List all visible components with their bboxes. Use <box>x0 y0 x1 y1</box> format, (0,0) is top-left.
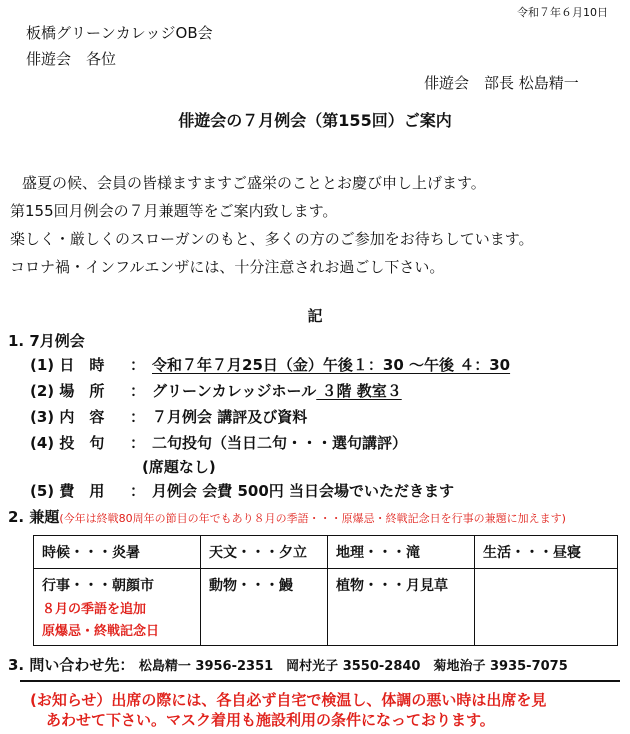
section2-note: (今年は終戦80周年の節目の年でもあり８月の季語・・・原爆忌・終戦記念日を行事の兼題に加えます) <box>59 512 566 525</box>
kidai-cell-event <box>34 569 201 646</box>
fee-value: 月例会 会費 500円 当日会場でいただきます <box>152 482 454 500</box>
notice-line-1: (お知らせ）出席の際には、各自必ず自宅で検温し、体調の悪い時は出席を見 <box>30 691 547 709</box>
ki-heading: 記 <box>307 307 323 325</box>
submission-label: (4) 投 句 <box>30 434 105 452</box>
datetime-value: 令和７年７月25日（金）午後１：30 ～午後 ４：30 <box>152 356 511 374</box>
fee-label: (5) 費 用 <box>30 482 105 500</box>
kidai-cell: 地理・・・滝 <box>328 536 475 569</box>
kidai-cell: 天文・・・夕立 <box>201 536 328 569</box>
notice-line-2: あわせて下さい。マスク着用も施設利用の条件になっております。 <box>46 711 495 729</box>
schedule-row-place <box>30 380 610 400</box>
kidai-row-1 <box>34 536 618 569</box>
place-hall: グリーンカレッジホール <box>152 382 317 400</box>
body-line-1: 盛夏の候、会員の皆様ますますご盛栄のこととお慶び申し上げます。 <box>22 174 486 192</box>
contact-line <box>8 654 568 675</box>
submission-value: 二句投句（当日二句・・・選句講評） <box>152 434 408 452</box>
kidai-cell: 時候・・・炎暑 <box>34 536 201 569</box>
datetime-colon: ： <box>130 356 146 374</box>
kidai-cell <box>475 569 618 646</box>
kidai-added-words: 原爆忌・終戦記念日 <box>42 624 160 639</box>
document-date: 令和７年６月10日 <box>517 6 608 19</box>
datetime-label: (1) 日 時 <box>30 356 105 374</box>
kidai-cell: 生活・・・昼寝 <box>475 536 618 569</box>
kidai-event: 行事・・・朝顔市 <box>42 578 154 594</box>
kidai-cell: 動物・・・鰻 <box>201 569 328 646</box>
body-line-2: 第155回月例会の７月兼題等をご案内致します。 <box>10 202 338 220</box>
section2-heading-line <box>8 506 566 527</box>
schedule-row-submission <box>30 432 610 452</box>
section1-heading: 1. 7月例会 <box>8 332 85 350</box>
place-label: (2) 場 所 <box>30 382 105 400</box>
place-value <box>152 380 402 401</box>
body-line-4: コロナ禍・インフルエンザには、十分注意されお過ごし下さい。 <box>10 258 445 276</box>
organization-name: 板橋グリーンカレッジOB会 <box>26 24 213 42</box>
section2-heading: 2. 兼題 <box>8 508 60 526</box>
sender: 俳遊会 部長 松島精一 <box>424 74 579 92</box>
addressee: 俳遊会 各位 <box>26 50 117 68</box>
submission-value-2: (席題なし) <box>142 458 216 476</box>
schedule-row-content <box>30 406 610 426</box>
contact-list: 松島精一 3956-2351 岡村光子 3550-2840 菊地治子 3935-7075 <box>138 659 568 674</box>
section3-heading: 3. 問い合わせ先： <box>8 656 135 674</box>
place-room: ３階 教室３ <box>316 382 402 400</box>
notice <box>30 690 546 730</box>
place-colon: ： <box>130 382 146 400</box>
submission-colon: ： <box>130 434 146 452</box>
kidai-cell: 植物・・・月見草 <box>328 569 475 646</box>
schedule-row-fee <box>30 480 610 500</box>
kidai-added-note: ８月の季語を追加 <box>42 602 147 617</box>
kidai-row-2 <box>34 569 618 646</box>
schedule-row-datetime <box>30 354 610 374</box>
content-colon: ： <box>130 408 146 426</box>
content-value: ７月例会 講評及び資料 <box>152 408 308 426</box>
content-label: (3) 内 容 <box>30 408 105 426</box>
kidai-table <box>33 535 618 646</box>
body-line-3: 楽しく・厳しくのスローガンのもと、多くの方のご参加をお待ちしています。 <box>10 230 534 248</box>
page-title: 俳遊会の７月例会（第155回）ご案内 <box>178 111 452 130</box>
separator-line <box>20 680 620 682</box>
fee-colon: ： <box>130 482 146 500</box>
